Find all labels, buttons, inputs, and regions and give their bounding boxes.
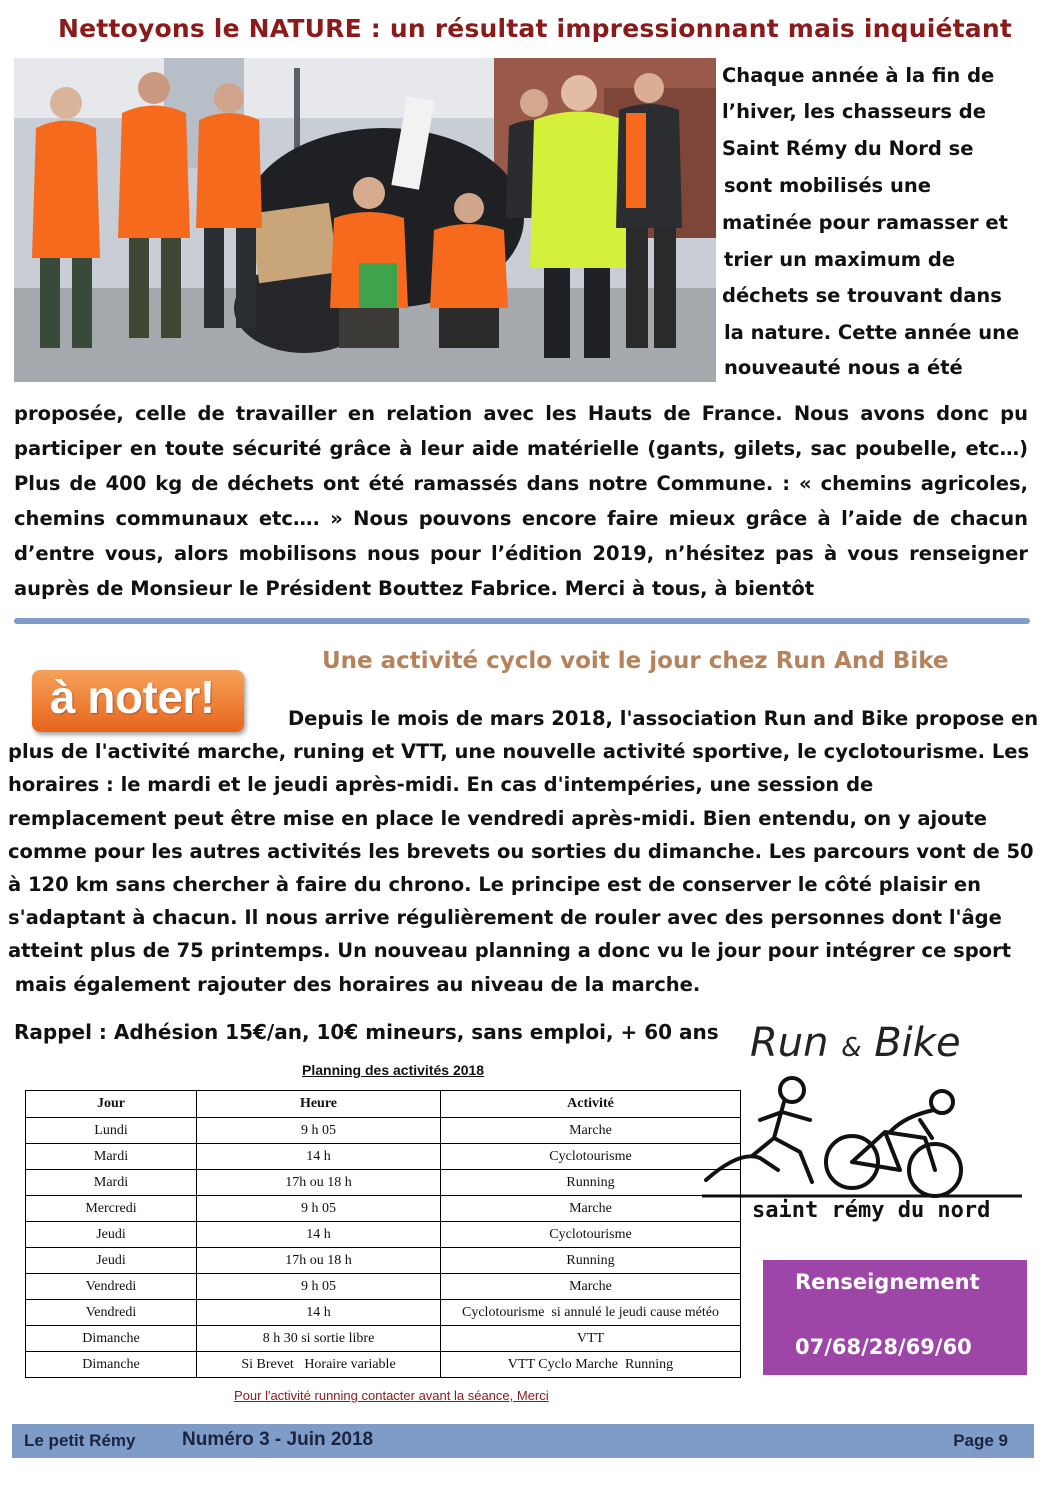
intro-line: Chaque année à la fin de (722, 64, 995, 87)
logo-run: Run (750, 1020, 829, 1066)
header-jour: Jour (26, 1091, 197, 1118)
table-row (26, 1222, 741, 1248)
logo-ampersand: & (841, 1033, 862, 1063)
logo-bike: Bike (874, 1020, 961, 1066)
table-row (26, 1352, 741, 1378)
page-footer (12, 1424, 1034, 1458)
intro-line: trier un maximum de (724, 248, 956, 271)
table-row (26, 1118, 741, 1144)
footer-publication: Le petit Rémy (24, 1431, 136, 1450)
body-line: atteint plus de 75 printemps. Un nouveau planning a donc vu le jour pour intégrer ce sport (8, 939, 1012, 963)
article-body (14, 396, 1028, 606)
table-row (26, 1300, 741, 1326)
cell-activite: Marche (441, 1196, 741, 1222)
intro-line: déchets se trouvant dans (722, 284, 1002, 307)
cell-jour: Jeudi (26, 1248, 197, 1274)
logo-subtitle: saint rémy du nord (752, 1198, 991, 1223)
cell-jour: Vendredi (26, 1274, 197, 1300)
body-line: s'adaptant à chacun. Il nous arrive régulièrement de rouler avec des personnes dont l'âge (8, 906, 1002, 930)
cell-activite: Running (441, 1170, 741, 1196)
run-and-bike-logo (700, 1020, 1030, 1230)
cell-heure: 14 h (197, 1222, 441, 1248)
cell-jour: Mardi (26, 1170, 197, 1196)
header-heure: Heure (197, 1091, 441, 1118)
cell-heure: Si Brevet Horaire variable (197, 1352, 441, 1378)
cell-activite: Marche (441, 1274, 741, 1300)
section-divider (14, 618, 1030, 624)
table-row (26, 1274, 741, 1300)
cell-activite: Cyclotourisme (441, 1144, 741, 1170)
cell-jour: Jeudi (26, 1222, 197, 1248)
cell-heure: 9 h 05 (197, 1118, 441, 1144)
info-box (763, 1260, 1027, 1375)
cell-heure: 9 h 05 (197, 1274, 441, 1300)
running-contact-note: Pour l'activité running contacter avant la séance, Merci (234, 1388, 549, 1403)
runner-cyclist-icon (700, 1020, 1030, 1200)
cell-activite: Cyclotourisme (441, 1222, 741, 1248)
intro-line: matinée pour ramasser et (722, 211, 1008, 234)
planning-table (25, 1090, 741, 1378)
cell-activite: VTT (441, 1326, 741, 1352)
body-line: à 120 km sans chercher à faire du chrono. Le principe est de conserver le côté plaisir en (8, 873, 982, 897)
cell-heure: 17h ou 18 h (197, 1248, 441, 1274)
cell-heure: 9 h 05 (197, 1196, 441, 1222)
intro-line: la nature. Cette année une (724, 321, 1020, 344)
table-row (26, 1248, 741, 1274)
body-line: remplacement peut être mise en place le vendredi après-midi. Bien entendu, on y ajoute (8, 806, 988, 830)
intro-line: l’hiver, les chasseurs de (722, 100, 986, 123)
table-row (26, 1144, 741, 1170)
table-header-row (26, 1091, 741, 1118)
table-row (26, 1326, 741, 1352)
cell-activite: Running (441, 1248, 741, 1274)
cell-jour: Dimanche (26, 1326, 197, 1352)
cell-jour: Mardi (26, 1144, 197, 1170)
planning-title: Planning des activités 2018 (302, 1062, 485, 1078)
article-cyclo-body (8, 702, 1046, 1001)
footer-page-number: Page 9 (953, 1431, 1008, 1450)
cell-jour: Vendredi (26, 1300, 197, 1326)
cell-heure: 14 h (197, 1144, 441, 1170)
intro-line: Saint Rémy du Nord se (722, 137, 974, 160)
footer-issue: Numéro 3 - Juin 2018 (182, 1429, 374, 1450)
cell-activite: VTT Cyclo Marche Running (441, 1352, 741, 1378)
hunters-group-photo (14, 58, 716, 382)
table-row (26, 1170, 741, 1196)
cell-activite: Marche (441, 1118, 741, 1144)
cell-activite: Cyclotourisme si annulé le jeudi cause météo (441, 1300, 741, 1326)
article-body-text: proposée, celle de travailler en relation avec les Hauts de France. Nous avons donc pu participer en toute sécurité grâce à leur aide matérielle (gants, gilets, sac poubelle, etc…) Plus de 400 kg de déchets ont été ramassés dans notre Commune. : « chemins agricoles, chemins communaux etc…. » Nous pouvons encore faire mieux grâce à l’aide de chacun d’entre vous, alors mobilisons nous pour l’édition 2019, n’hésitez pas à vous renseigner auprès de Monsieur le Président Bouttez Fabrice. Merci à tous, à bientôt (14, 402, 1028, 600)
table-row (26, 1196, 741, 1222)
cell-jour: Dimanche (26, 1352, 197, 1378)
intro-line: sont mobilisés une (724, 174, 931, 197)
intro-line: nouveauté nous a été (724, 356, 963, 379)
membership-reminder: Rappel : Adhésion 15€/an, 10€ mineurs, sans emploi, + 60 ans (14, 1020, 719, 1044)
header-activite: Activité (441, 1091, 741, 1118)
cell-heure: 17h ou 18 h (197, 1170, 441, 1196)
photo-illustration (14, 58, 716, 382)
body-line: mais également rajouter des horaires au niveau de la marche. (8, 972, 701, 996)
info-phone: 07/68/28/69/60 (795, 1335, 972, 1359)
body-line: comme pour les autres activités les brevets ou sorties du dimanche. Les parcours vont de 50 (8, 839, 1034, 863)
body-line: plus de l'activité marche, runing et VTT, une nouvelle activité sportive, le cyclotourisme. Les (8, 740, 1030, 764)
badge-label: à noter! (50, 671, 215, 723)
article-title-cyclo: Une activité cyclo voit le jour chez Run And Bike (322, 648, 949, 674)
cell-heure: 14 h (197, 1300, 441, 1326)
body-line: Depuis le mois de mars 2018, l'association Run and Bike propose en (288, 707, 1039, 730)
cell-jour: Lundi (26, 1118, 197, 1144)
cell-jour: Mercredi (26, 1196, 197, 1222)
body-line: horaires : le mardi et le jeudi après-midi. En cas d'intempéries, une session de (8, 773, 874, 797)
cell-heure: 8 h 30 si sortie libre (197, 1326, 441, 1352)
article-title: Nettoyons le NATURE : un résultat impressionnant mais inquiétant (58, 14, 1013, 43)
info-title: Renseignement (795, 1270, 980, 1294)
